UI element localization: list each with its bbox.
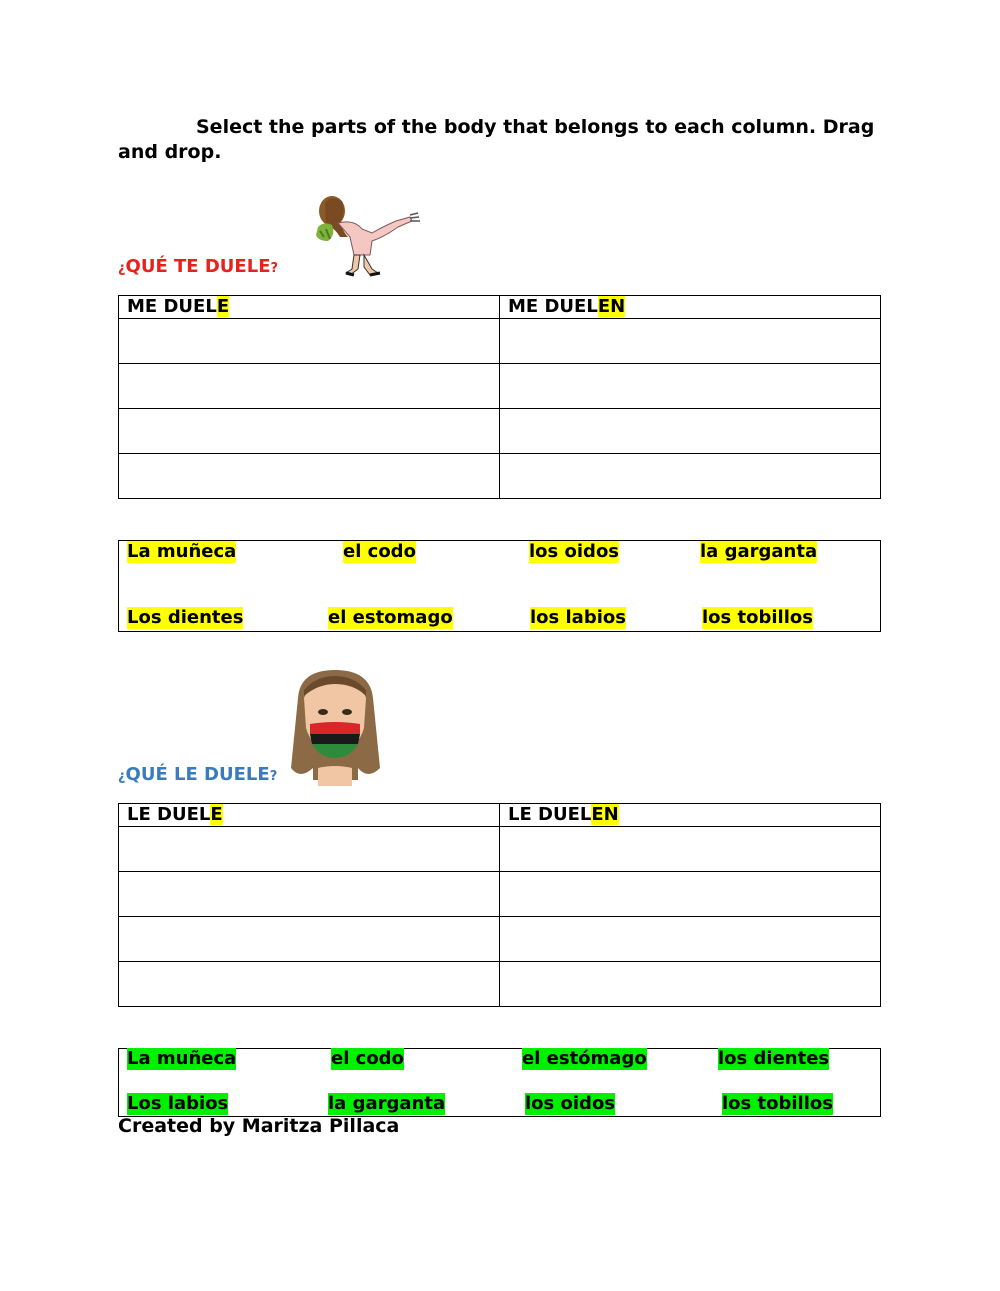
drop-cell[interactable] <box>500 962 881 1007</box>
drop-cell[interactable] <box>500 827 881 872</box>
draggable-word[interactable]: el codo <box>343 541 416 562</box>
draggable-word[interactable]: los dientes <box>718 1048 830 1069</box>
question-close: ? <box>269 769 278 784</box>
drop-cell[interactable] <box>500 364 881 409</box>
draggable-word[interactable]: los labios <box>530 607 626 628</box>
header-ending: EN <box>597 296 626 317</box>
draggable-word[interactable]: La muñeca <box>127 541 237 562</box>
section1-col1-header <box>119 296 500 319</box>
section1-table <box>118 295 881 499</box>
draggable-word[interactable]: la garganta <box>328 1093 446 1114</box>
drop-cell[interactable] <box>500 409 881 454</box>
sick-woman-illustration <box>310 193 425 278</box>
draggable-word[interactable]: La muñeca <box>127 1048 237 1069</box>
draggable-word[interactable]: Los dientes <box>127 607 244 628</box>
section2-table <box>118 803 881 1007</box>
drop-cell[interactable] <box>119 962 500 1007</box>
credit-line: Created by Maritza Pillaca <box>118 1115 400 1137</box>
drop-cell[interactable] <box>119 917 500 962</box>
question-open: ¿ <box>118 769 126 784</box>
drop-cell[interactable] <box>119 319 500 364</box>
header-base: ME DUEL <box>127 296 217 317</box>
drop-cell[interactable] <box>119 827 500 872</box>
section1-title-text: QUÉ TE DUELE <box>125 256 271 277</box>
draggable-word[interactable]: los tobillos <box>722 1093 833 1114</box>
section2-title <box>118 764 277 785</box>
draggable-word[interactable]: el estómago <box>522 1048 647 1069</box>
draggable-word[interactable]: la garganta <box>700 541 818 562</box>
instructions: Select the parts of the body that belongs to each column. Drag and drop. <box>118 116 875 163</box>
section2-title-text: QUÉ LE DUELE <box>125 764 270 785</box>
header-base: LE DUEL <box>508 804 592 825</box>
draggable-word[interactable]: los tobillos <box>702 607 813 628</box>
header-ending: EN <box>591 804 619 825</box>
draggable-word[interactable]: Los labios <box>127 1093 229 1114</box>
question-close: ? <box>270 261 279 276</box>
drop-cell[interactable] <box>500 872 881 917</box>
section1-col2-header <box>500 296 881 319</box>
header-base: ME DUEL <box>508 296 598 317</box>
draggable-word[interactable]: el codo <box>331 1048 404 1069</box>
draggable-word[interactable]: los oidos <box>529 541 620 562</box>
section2-col2-header <box>500 804 881 827</box>
section1-word-bank <box>118 540 881 632</box>
section2-word-bank <box>118 1048 881 1117</box>
drop-cell[interactable] <box>119 364 500 409</box>
question-open: ¿ <box>118 261 126 276</box>
header-ending: E <box>216 296 230 317</box>
section1-title <box>118 256 278 277</box>
drop-cell[interactable] <box>500 319 881 364</box>
masked-woman-illustration <box>288 668 383 786</box>
drop-cell[interactable] <box>119 409 500 454</box>
drop-cell[interactable] <box>500 917 881 962</box>
draggable-word[interactable]: el estomago <box>328 607 453 628</box>
drop-cell[interactable] <box>500 454 881 499</box>
drop-cell[interactable] <box>119 454 500 499</box>
section2-col1-header <box>119 804 500 827</box>
draggable-word[interactable]: los oidos <box>525 1093 616 1114</box>
drop-cell[interactable] <box>119 872 500 917</box>
header-base: LE DUEL <box>127 804 211 825</box>
header-ending: E <box>210 804 223 825</box>
